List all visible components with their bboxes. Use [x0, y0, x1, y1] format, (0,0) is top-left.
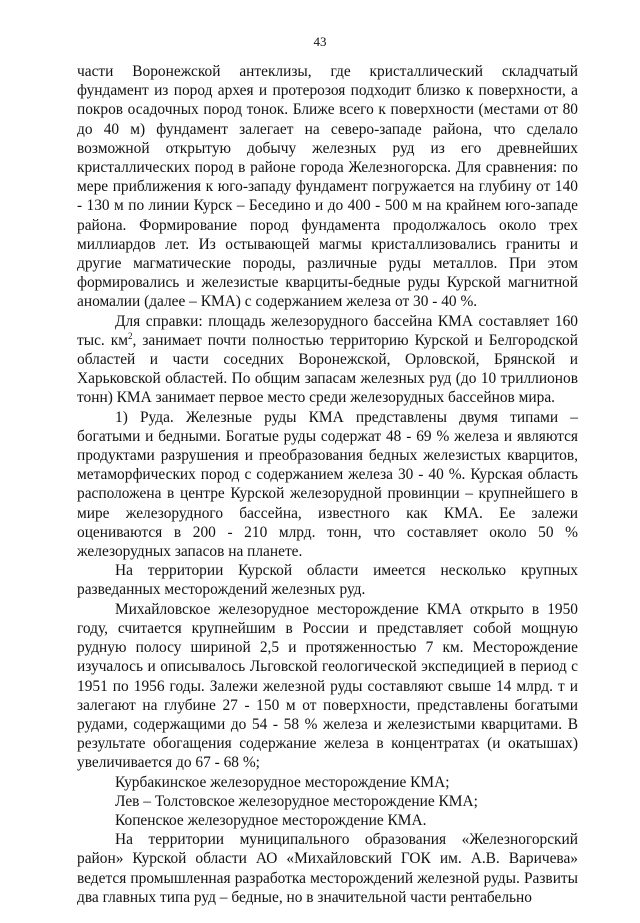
paragraph-mining-development: На территории муниципального образования «Железногорский район» Курской области АО «Михайловский ГОК им. А.В. Варичева» ведется промышленная разработка месторождений железной руды. Развиты два главных типа руд – бедные, но в значительной части рентабельно — [77, 831, 578, 906]
paragraph-deposits-intro: На территории Курской области имеется несколько крупных разведанных месторождений железных руд. — [77, 562, 578, 599]
list-item-lev-tolstovskoe: Лев – Толстовское железорудное месторождение КМА; — [115, 792, 478, 810]
paragraph-foundation: части Воронежской антеклизы, где кристаллический складчатый фундамент из пород архея и протерозоя подходит близко к поверхности, а покров осадочных пород тонок. Ближе всего к поверхности (местами от 80 до 40 м) фундамент залегает на северо-западе района, что сделало возможной открытую добычу железных руд из его древнейших кристаллических пород в районе города Железногорска. Для сравнения: по мере приближения к юго-западу фундамент погружается на глубину от 140 - 130 м по линии Курск – Беседино и до 400 - 500 м на крайнем юго-западе района. Формирование пород фундамента продолжалось около трех миллиардов лет. Из остывающей магмы кристаллизовались граниты и другие магматические породы, различные руды металлов. При этом формировались и железистые кварциты-бедные руды Курской магнитной аномалии (далее – КМА) с содержанием железа от 30 - 40 %. — [77, 63, 578, 311]
paragraph-ore-types: 1) Руда. Железные руды КМА представлены двумя типами – богатыми и бедными. Богатые руды содержат 48 - 69 % железа и являются продуктами разрушения и преобразования бедных железистых кварцитов, метаморфических пород с содержанием железа 30 - 40 %. Курская область расположена в центре Курской железорудной провинции – крупнейшего в мире железорудного бассейна, известного как КМА. Ее залежи оцениваются в 200 - 210 млрд. тонн, что составляет около 50 % железорудных запасов на планете. — [77, 408, 578, 561]
square-superscript: 2 — [127, 330, 133, 341]
paragraph-mikhailovskoe: Михайловское железорудное месторождение КМА открыто в 1950 году, считается крупнейшим в России и представляет собой мощную рудную полосу шириной 2,5 и протяженностью 7 км. Месторождение изучалось и описывалось Льговской геологической экспедицией в период с 1951 по 1956 годы. Залежи железной руды составляют свыше 14 млрд. т и залегают на глубине 27 - 150 м от поверхности, представлены богатыми рудами, содержащими до 54 - 58 % железа и железистыми кварцитами. В результате обогащения содержание железа в концентратах (и окатышах) увеличивается до 67 - 68 %; — [77, 600, 578, 772]
paragraph-basin-reference-end: , занимает почти полностью территорию Курской и Белгородской областей и части соседних Воронежской, Орловской, Брянской и Харьковской областей. По общим запасам железных руд (до 10 триллионов тонн) КМА занимает первое место среди железорудных бассейнов мира. — [77, 331, 578, 407]
list-item-kopenskoe: Копенское железорудное месторождение КМА. — [115, 811, 427, 829]
paragraph-basin-reference-start: Для справки: площадь железорудного бассейна КМА составляет 160 тыс. км — [77, 312, 578, 349]
list-item-kurbakinskoe: Курбакинское железорудное месторождение КМА; — [115, 773, 450, 791]
body-text — [77, 62, 578, 907]
page-number: 43 — [313, 34, 327, 49]
paragraph-basin-reference — [77, 312, 578, 408]
